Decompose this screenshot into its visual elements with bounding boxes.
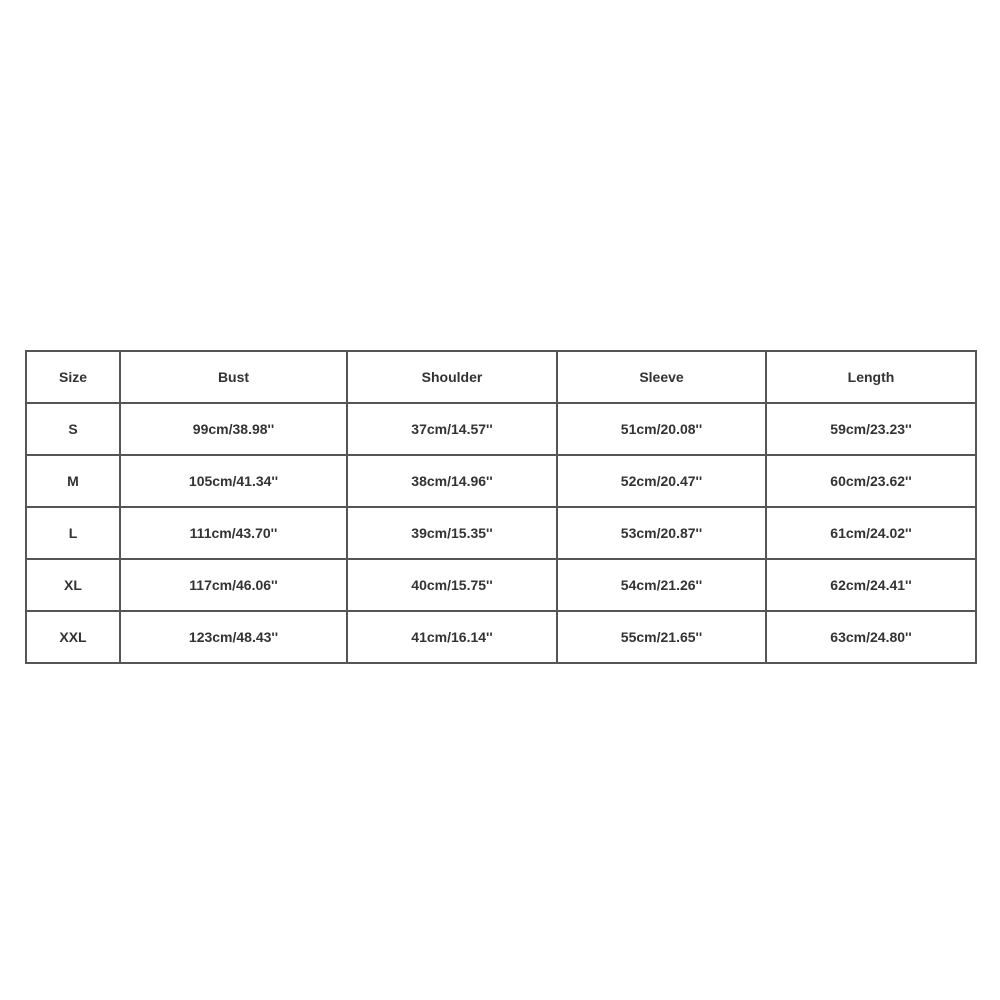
cell-size: XXL (26, 611, 120, 663)
cell-sleeve: 54cm/21.26'' (557, 559, 766, 611)
cell-length: 62cm/24.41'' (766, 559, 976, 611)
table-row (26, 611, 976, 663)
table-row (26, 455, 976, 507)
header-sleeve: Sleeve (557, 351, 766, 403)
table-row (26, 559, 976, 611)
cell-shoulder: 38cm/14.96'' (347, 455, 557, 507)
table-row (26, 507, 976, 559)
header-bust: Bust (120, 351, 347, 403)
size-chart-table (25, 350, 977, 664)
header-length: Length (766, 351, 976, 403)
cell-length: 60cm/23.62'' (766, 455, 976, 507)
cell-sleeve: 53cm/20.87'' (557, 507, 766, 559)
cell-length: 63cm/24.80'' (766, 611, 976, 663)
cell-shoulder: 41cm/16.14'' (347, 611, 557, 663)
cell-shoulder: 37cm/14.57'' (347, 403, 557, 455)
header-row (26, 351, 976, 403)
cell-shoulder: 39cm/15.35'' (347, 507, 557, 559)
cell-bust: 117cm/46.06'' (120, 559, 347, 611)
cell-size: M (26, 455, 120, 507)
cell-bust: 123cm/48.43'' (120, 611, 347, 663)
cell-sleeve: 51cm/20.08'' (557, 403, 766, 455)
cell-length: 59cm/23.23'' (766, 403, 976, 455)
cell-sleeve: 55cm/21.65'' (557, 611, 766, 663)
cell-sleeve: 52cm/20.47'' (557, 455, 766, 507)
cell-size: S (26, 403, 120, 455)
header-size: Size (26, 351, 120, 403)
cell-bust: 111cm/43.70'' (120, 507, 347, 559)
cell-length: 61cm/24.02'' (766, 507, 976, 559)
cell-bust: 99cm/38.98'' (120, 403, 347, 455)
table-row (26, 403, 976, 455)
cell-size: L (26, 507, 120, 559)
cell-shoulder: 40cm/15.75'' (347, 559, 557, 611)
header-shoulder: Shoulder (347, 351, 557, 403)
cell-bust: 105cm/41.34'' (120, 455, 347, 507)
cell-size: XL (26, 559, 120, 611)
